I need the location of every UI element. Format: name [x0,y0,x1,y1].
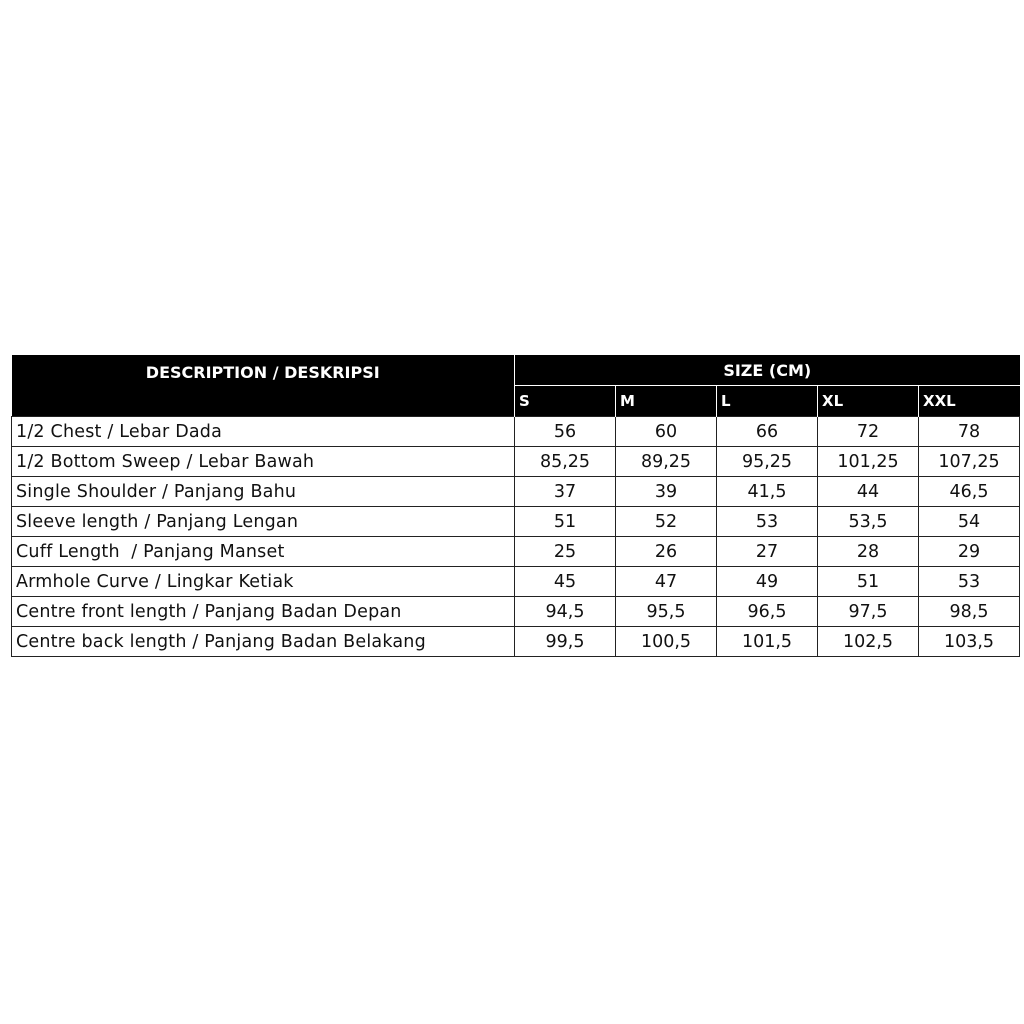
table-cell: 41,5 [717,477,818,507]
table-cell: 39 [616,477,717,507]
size-header-l: L [717,386,818,417]
table-cell: 56 [515,417,616,447]
size-header-s: S [515,386,616,417]
table-cell: 85,25 [515,447,616,477]
table-cell: 54 [919,507,1020,537]
table-row [12,567,1020,597]
table-cell: 49 [717,567,818,597]
table-cell: 51 [515,507,616,537]
row-label: 1/2 Bottom Sweep / Lebar Bawah [12,447,515,477]
table-row [12,537,1020,567]
table-cell: 28 [818,537,919,567]
size-group-header: SIZE (CM) [515,355,1020,386]
table-cell: 51 [818,567,919,597]
table-cell: 96,5 [717,597,818,627]
table-cell: 66 [717,417,818,447]
table-cell: 94,5 [515,597,616,627]
table-cell: 97,5 [818,597,919,627]
table-row [12,597,1020,627]
table-row [12,447,1020,477]
table-cell: 60 [616,417,717,447]
row-label: Cuff Length / Panjang Manset [12,537,515,567]
table-row [12,507,1020,537]
table-body [12,417,1020,657]
table-row [12,627,1020,657]
table-cell: 99,5 [515,627,616,657]
table-cell: 37 [515,477,616,507]
table-cell: 78 [919,417,1020,447]
table-cell: 107,25 [919,447,1020,477]
table-cell: 101,25 [818,447,919,477]
row-label: Centre front length / Panjang Badan Depan [12,597,515,627]
table-cell: 103,5 [919,627,1020,657]
table-cell: 89,25 [616,447,717,477]
size-chart-table [11,355,1020,657]
table-cell: 95,5 [616,597,717,627]
table-row [12,417,1020,447]
table-cell: 44 [818,477,919,507]
row-label: Single Shoulder / Panjang Bahu [12,477,515,507]
table-cell: 102,5 [818,627,919,657]
table-cell: 53,5 [818,507,919,537]
table-cell: 100,5 [616,627,717,657]
row-label: Sleeve length / Panjang Lengan [12,507,515,537]
description-header: DESCRIPTION / DESKRIPSI [12,355,515,417]
table-cell: 45 [515,567,616,597]
table-cell: 47 [616,567,717,597]
table-cell: 29 [919,537,1020,567]
table-cell: 52 [616,507,717,537]
table-cell: 95,25 [717,447,818,477]
table-cell: 98,5 [919,597,1020,627]
table-header [12,355,1020,417]
size-header-xxl: XXL [919,386,1020,417]
table-cell: 101,5 [717,627,818,657]
row-label: 1/2 Chest / Lebar Dada [12,417,515,447]
row-label: Centre back length / Panjang Badan Belakang [12,627,515,657]
table-cell: 25 [515,537,616,567]
table-cell: 46,5 [919,477,1020,507]
table-cell: 26 [616,537,717,567]
table-cell: 72 [818,417,919,447]
table-row [12,477,1020,507]
table-cell: 53 [717,507,818,537]
table-cell: 53 [919,567,1020,597]
table-cell: 27 [717,537,818,567]
size-header-m: M [616,386,717,417]
row-label: Armhole Curve / Lingkar Ketiak [12,567,515,597]
size-header-xl: XL [818,386,919,417]
